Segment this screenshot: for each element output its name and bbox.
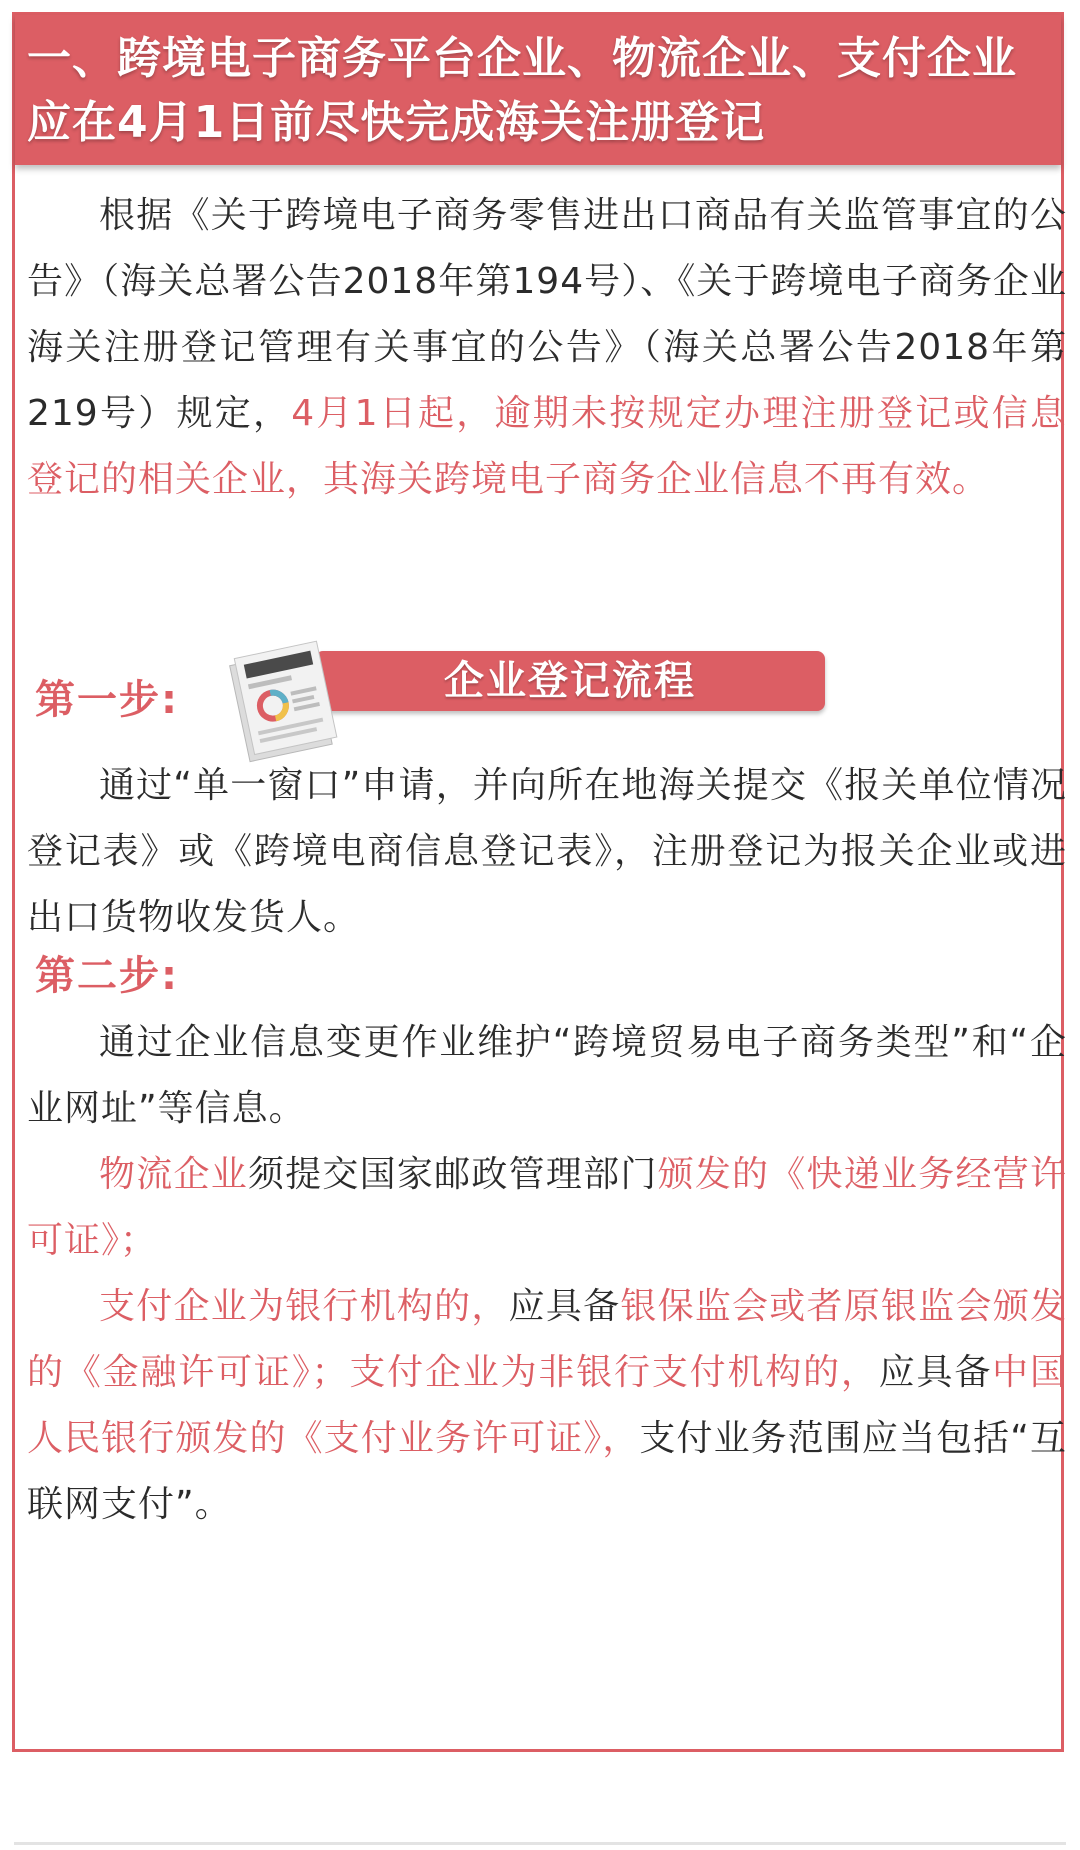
intro-paragraph <box>27 183 1067 513</box>
payment-text-1: 应具备 <box>508 1286 621 1327</box>
logistics-text: 须提交国家邮政管理部门 <box>247 1154 658 1195</box>
logistics-paragraph <box>27 1142 1067 1274</box>
logistics-license: 颁发的《快递业务经营许可证》； <box>27 1154 1067 1261</box>
section-title-bar <box>315 651 825 711</box>
payment-financial-license: 银保监会或者原银监会颁发的《金融许可证》；支付企业为非银行支付机构的， <box>27 1286 1067 1393</box>
payment-paragraph <box>27 1274 1067 1538</box>
payment-bank: 支付企业为银行机构的， <box>99 1286 509 1327</box>
header-title: 一、跨境电子商务平台企业、物流企业、支付企业应在4月1日前尽快完成海关注册登记 <box>27 33 1017 148</box>
step2-heading: 第二步: <box>35 953 179 999</box>
section-badge <box>220 635 835 715</box>
payment-scope: 支付业务范围应当包括“互联网支付”。 <box>27 1418 1067 1525</box>
step1-heading: 第一步: <box>35 677 179 723</box>
document-chart-icon <box>220 635 350 765</box>
payment-text-2: 应具备 <box>878 1352 993 1393</box>
intro-text: 根据《关于跨境电子商务零售进出口商品有关监管事宜的公告》（海关总署公告2018年第194号）、《关于跨境电子商务企业海关注册登记管理有关事宜的公告》（海关总署公告2018年第219号）规定， <box>27 195 1067 434</box>
divider <box>14 1842 1066 1845</box>
step1-paragraph: 通过“单一窗口”申请，并向所在地海关提交《报关单位情况登记表》或《跨境电商信息登记表》，注册登记为报关企业或进出口货物收发货人。 <box>27 765 1067 938</box>
section-title: 企业登记流程 <box>444 658 696 704</box>
header-banner <box>15 15 1061 165</box>
payment-license: 中国人民银行颁发的《支付业务许可证》， <box>27 1352 1067 1459</box>
logistics-highlight: 物流企业 <box>99 1154 248 1195</box>
content-card <box>12 12 1068 1752</box>
step2-paragraph: 通过企业信息变更作业维护“跨境贸易电子商务类型”和“企业网址”等信息。 <box>27 1022 1067 1129</box>
intro-highlight: 4月1日起，逾期未按规定办理注册登记或信息登记的相关企业，其海关跨境电子商务企业信息不再有效。 <box>27 393 1068 500</box>
